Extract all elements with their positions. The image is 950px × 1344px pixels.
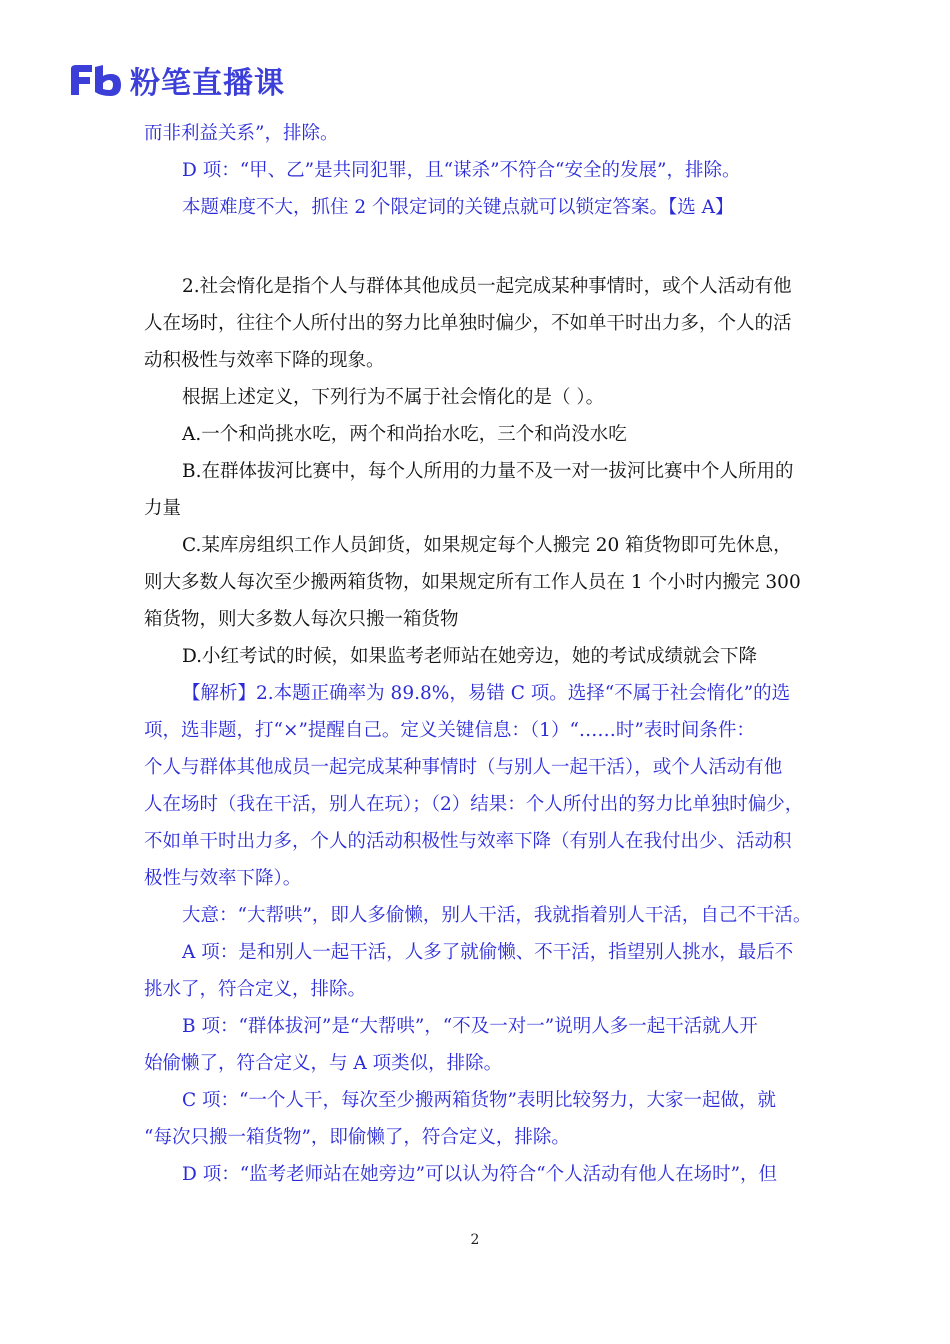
analysis-a-item: A 项：是和别人一起干活，人多了就偷懒、不干活，指望别人挑水，最后不 xyxy=(182,942,794,963)
analysis-line: 个人与群体其他成员一起完成某种事情时（与别人一起干活），或个人活动有他 xyxy=(144,757,783,778)
fb-logo-icon xyxy=(68,63,124,97)
page-content xyxy=(144,115,812,1193)
analysis-a-item: 挑水了，符合定义，排除。 xyxy=(144,979,367,1000)
analysis-b-item: B 项：“群体拔河”是“大帮哄”，“不及一对一”说明人多一起干活就人开 xyxy=(182,1016,758,1037)
question-stem-line: 动积极性与效率下降的现象。 xyxy=(144,350,385,371)
analysis-label: 【解析】 xyxy=(182,683,257,704)
option-c-line: C.某库房组织工作人员卸货，如果规定每个人搬完 20 箱货物即可先休息， xyxy=(182,535,792,556)
question-stem-line: 人在场时，往往个人所付出的努力比单独时偏少，不如单干时出力多，个人的活 xyxy=(144,313,792,334)
option-d: D.小红考试的时候，如果监考老师站在她旁边，她的考试成绩就会下降 xyxy=(182,646,758,667)
option-a: A.一个和尚挑水吃，两个和尚抬水吃，三个和尚没水吃 xyxy=(182,424,627,445)
brand-logo xyxy=(68,60,285,100)
analysis-line: 极性与效率下降）。 xyxy=(144,868,302,889)
option-b-line: 力量 xyxy=(144,498,182,519)
analysis-line xyxy=(144,675,812,712)
analysis-line: 不如单干时出力多，个人的活动积极性与效率下降（有别人在我付出少、活动积 xyxy=(144,831,792,852)
analysis-d-item: D 项：“监考老师站在她旁边”可以认为符合“个人活动有他人在场时”，但 xyxy=(182,1164,778,1185)
logo-text: 粉笔直播课 xyxy=(130,66,285,101)
prev-answer-summary: 本题难度不大，抓住 2 个限定词的关键点就可以锁定答案。【选 A】 xyxy=(182,197,734,218)
prev-answer-d-item: D 项：“甲、乙”是共同犯罪，且“谋杀”不符合“安全的发展”，排除。 xyxy=(182,160,741,181)
option-b-line: B.在群体拔河比赛中，每个人所用的力量不及一对一拔河比赛中个人所用的 xyxy=(182,461,794,482)
option-c-line: 箱货物，则大多数人每次只搬一箱货物 xyxy=(144,609,459,630)
analysis-gist: 大意：“大帮哄”，即人多偷懒，别人干活，我就指着别人干活，自己不干活。 xyxy=(182,905,812,926)
analysis-c-item: “每次只搬一箱货物”，即偷懒了，符合定义，排除。 xyxy=(144,1127,570,1148)
prev-answer-line: 而非利益关系”，排除。 xyxy=(144,123,339,144)
analysis-b-item: 始偷懒了，符合定义，与 A 项类似，排除。 xyxy=(144,1053,503,1074)
question-stem-line: 2.社会惰化是指个人与群体其他成员一起完成某种事情时，或个人活动有他 xyxy=(182,276,792,297)
analysis-text: 2.本题正确率为 89.8%，易错 C 项。选择“不属于社会惰化”的选 xyxy=(256,683,791,704)
option-c-line: 则大多数人每次至少搬两箱货物，如果规定所有工作人员在 1 个小时内搬完 300 xyxy=(144,572,801,593)
analysis-line: 项，选非题，打“×”提醒自己。定义关键信息：（1）“……时”表时间条件： xyxy=(144,720,755,741)
analysis-line: 人在场时（我在干活，别人在玩）；（2）结果：个人所付出的努力比单独时偏少， xyxy=(144,794,804,815)
analysis-c-item: C 项：“一个人干，每次至少搬两箱货物”表明比较努力，大家一起做，就 xyxy=(182,1090,776,1111)
page-number: 2 xyxy=(470,1232,480,1248)
question-prompt: 根据上述定义，下列行为不属于社会惰化的是（ ）。 xyxy=(182,387,605,408)
